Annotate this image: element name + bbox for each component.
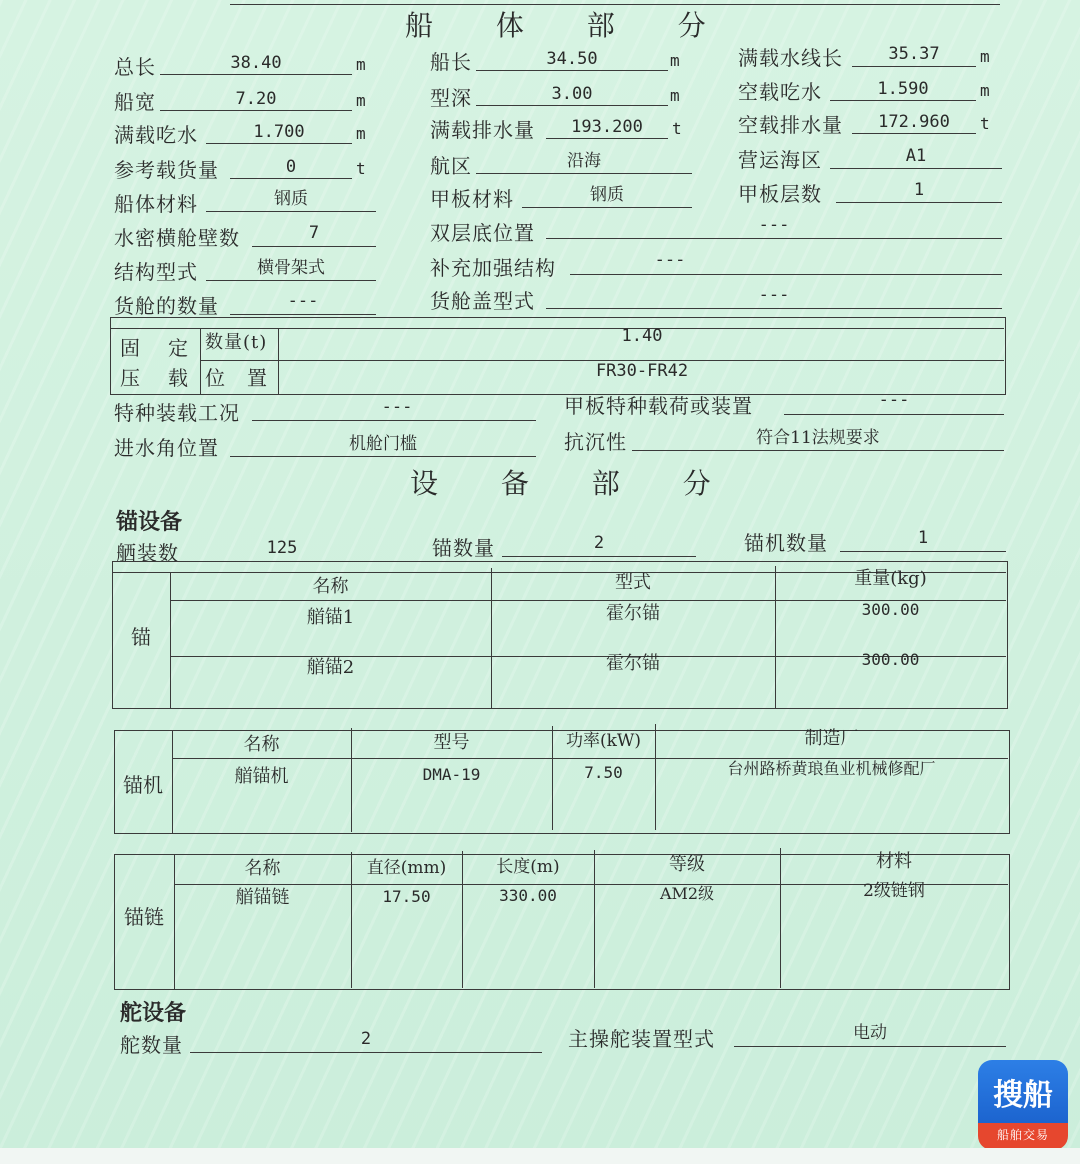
reference-cargo-label: 参考载货量 <box>114 158 219 182</box>
chain-row-material: 2级链钢 <box>863 881 925 901</box>
chain-header-material: 材料 <box>876 851 912 872</box>
deck-special-load-value: --- <box>878 390 910 410</box>
ship-length-unit: m <box>670 51 680 70</box>
light-draft-label: 空载吃水 <box>738 80 822 104</box>
structure-type-label: 结构型式 <box>114 260 198 284</box>
operating-area-value: A1 <box>905 146 927 166</box>
logo-sub-text: 船舶交易 <box>996 1128 1049 1142</box>
full-load-draft-label: 满载吃水 <box>114 123 198 147</box>
deck-material-label: 甲板材料 <box>430 187 514 211</box>
anchor-count-value: 2 <box>593 533 605 553</box>
ballast-divider-1 <box>200 328 201 394</box>
deck-special-load-label: 甲板特种载荷或装置 <box>564 394 753 418</box>
waterline-length-value: 35.37 <box>888 44 940 64</box>
navigation-area-label: 航区 <box>430 154 472 178</box>
windlass-count-label: 锚机数量 <box>744 531 828 555</box>
anti-sinking-label: 抗沉性 <box>564 430 627 454</box>
bulkheads-value: 7 <box>308 223 320 243</box>
windlass-row-label: 锚机 <box>123 773 163 797</box>
full-displacement-label: 满载排水量 <box>430 118 535 142</box>
ship-length-value: 34.50 <box>546 49 598 69</box>
chain-row-label: 锚链 <box>124 905 164 929</box>
anchor-row-label: 锚 <box>131 625 151 649</box>
waterline-length-unit: m <box>980 47 990 66</box>
operating-area-label: 营运海区 <box>738 148 822 172</box>
anchor-row2-type: 霍尔锚 <box>606 653 660 674</box>
windlass-header-maker: 制造厂 <box>804 728 859 749</box>
full-load-draft-unit: m <box>356 124 366 143</box>
breadth-unit: m <box>356 91 366 110</box>
full-displacement-unit: t <box>672 119 682 138</box>
anchor-header-weight: 重量(kg) <box>854 568 927 589</box>
chain-row-grade: AM2级 <box>659 884 715 903</box>
reference-cargo-unit: t <box>356 159 366 178</box>
light-displacement-unit: t <box>980 114 990 133</box>
chain-row-name: 艏锚链 <box>235 887 290 908</box>
overall-length-unit: m <box>356 55 366 74</box>
chain-row-diameter: 17.50 <box>382 887 431 906</box>
windlass-header-model: 型号 <box>433 732 470 753</box>
special-loading-value: --- <box>381 397 413 417</box>
steering-gear-label: 主操舵装置型式 <box>568 1027 715 1051</box>
windlass-row-model: DMA-19 <box>422 765 481 784</box>
chain-header-name: 名称 <box>244 858 281 879</box>
light-displacement-value: 172.960 <box>878 112 950 132</box>
hull-material-label: 船体材料 <box>114 192 198 216</box>
deck-layers-value: 1 <box>913 180 925 200</box>
ballast-pos-label: 位 置 <box>205 366 268 390</box>
structure-type-value: 横骨架式 <box>257 258 325 278</box>
anchor-header-type: 型式 <box>615 572 651 593</box>
ship-length-label: 船长 <box>430 50 472 74</box>
light-displacement-label: 空载排水量 <box>738 113 843 137</box>
bulkheads-label: 水密横舱壁数 <box>114 226 240 250</box>
deck-material-value: 钢质 <box>590 185 624 205</box>
depth-unit: m <box>670 86 680 105</box>
anchor-equipment-heading: 锚设备 <box>116 510 183 535</box>
souchuan-logo <box>978 1060 1068 1150</box>
anchor-count-label: 锚数量 <box>432 536 495 560</box>
ballast-divider-2 <box>278 328 279 394</box>
deck-layers-label: 甲板层数 <box>738 182 822 206</box>
chain-header-length: 长度(m) <box>496 857 560 877</box>
anchor-row2-weight: 300.00 <box>861 650 920 669</box>
anchor-header-name: 名称 <box>312 576 349 597</box>
hold-count-label: 货舱的数量 <box>114 294 219 318</box>
ballast-pos-value: FR30-FR42 <box>595 361 689 381</box>
rudder-count-value: 2 <box>360 1029 372 1049</box>
chain-row-length: 330.00 <box>499 886 557 905</box>
anchor-row1-name: 艏锚1 <box>306 607 355 628</box>
rudder-equipment-heading: 舵设备 <box>120 1001 187 1026</box>
ballast-qty-value: 1.40 <box>621 326 663 346</box>
hull-section-title: 船 体 部 分 <box>405 9 706 42</box>
breadth-label: 船宽 <box>114 90 156 114</box>
anchor-row1-type: 霍尔锚 <box>606 603 660 624</box>
anchor-row2-name: 艏锚2 <box>306 657 355 678</box>
special-loading-label: 特种装载工况 <box>114 401 240 425</box>
windlass-header-name: 名称 <box>243 734 280 755</box>
chain-header-grade: 等级 <box>669 854 705 875</box>
windlass-count-value: 1 <box>917 528 929 548</box>
anti-sinking-value: 符合11法规要求 <box>756 428 880 448</box>
reference-cargo-value: 0 <box>285 157 297 177</box>
page-bottom-edge <box>0 1148 1080 1164</box>
flooding-angle-value: 机舱门槛 <box>349 434 417 454</box>
logo-main-text: 搜船 <box>993 1078 1053 1113</box>
equipment-section-title: 设 备 部 分 <box>410 467 711 500</box>
reinforcement-value: --- <box>654 250 686 270</box>
ballast-label-top: 固 定 <box>120 336 192 360</box>
full-load-draft-value: 1.700 <box>253 122 305 142</box>
ballast-label-bottom: 压 载 <box>120 366 192 390</box>
reinforcement-label: 补充加强结构 <box>430 256 556 280</box>
double-bottom-value: --- <box>758 215 790 235</box>
hull-material-value: 钢质 <box>274 189 308 209</box>
overall-length-label: 总长 <box>114 55 156 79</box>
equipment-number-label: 舾装数 <box>116 541 179 565</box>
breadth-value: 7.20 <box>235 89 277 109</box>
windlass-row-name: 艏锚机 <box>234 766 289 787</box>
chain-header-diameter: 直径(mm) <box>366 858 447 878</box>
hatch-cover-label: 货舱盖型式 <box>430 289 535 313</box>
overall-length-value: 38.40 <box>230 53 282 73</box>
hold-count-value: --- <box>287 291 319 311</box>
depth-label: 型深 <box>430 86 472 110</box>
double-bottom-label: 双层底位置 <box>430 221 535 245</box>
light-draft-value: 1.590 <box>877 79 929 99</box>
light-draft-unit: m <box>980 81 990 100</box>
depth-value: 3.00 <box>551 84 593 104</box>
windlass-header-power: 功率(kW) <box>565 731 642 751</box>
windlass-row-power: 7.50 <box>584 763 623 782</box>
navigation-area-value: 沿海 <box>567 151 601 171</box>
waterline-length-label: 满载水线长 <box>738 46 843 70</box>
hatch-cover-value: --- <box>758 285 790 305</box>
windlass-row-maker: 台州路桥黄琅鱼业机械修配厂 <box>727 759 936 778</box>
full-displacement-value: 193.200 <box>571 117 643 137</box>
anchor-row1-weight: 300.00 <box>861 600 920 619</box>
ballast-qty-label: 数量(t) <box>205 332 268 353</box>
steering-gear-value: 电动 <box>853 1023 887 1043</box>
equipment-number-value: 125 <box>266 538 298 558</box>
rudder-count-label: 舵数量 <box>120 1033 183 1057</box>
flooding-angle-label: 进水角位置 <box>114 436 219 460</box>
